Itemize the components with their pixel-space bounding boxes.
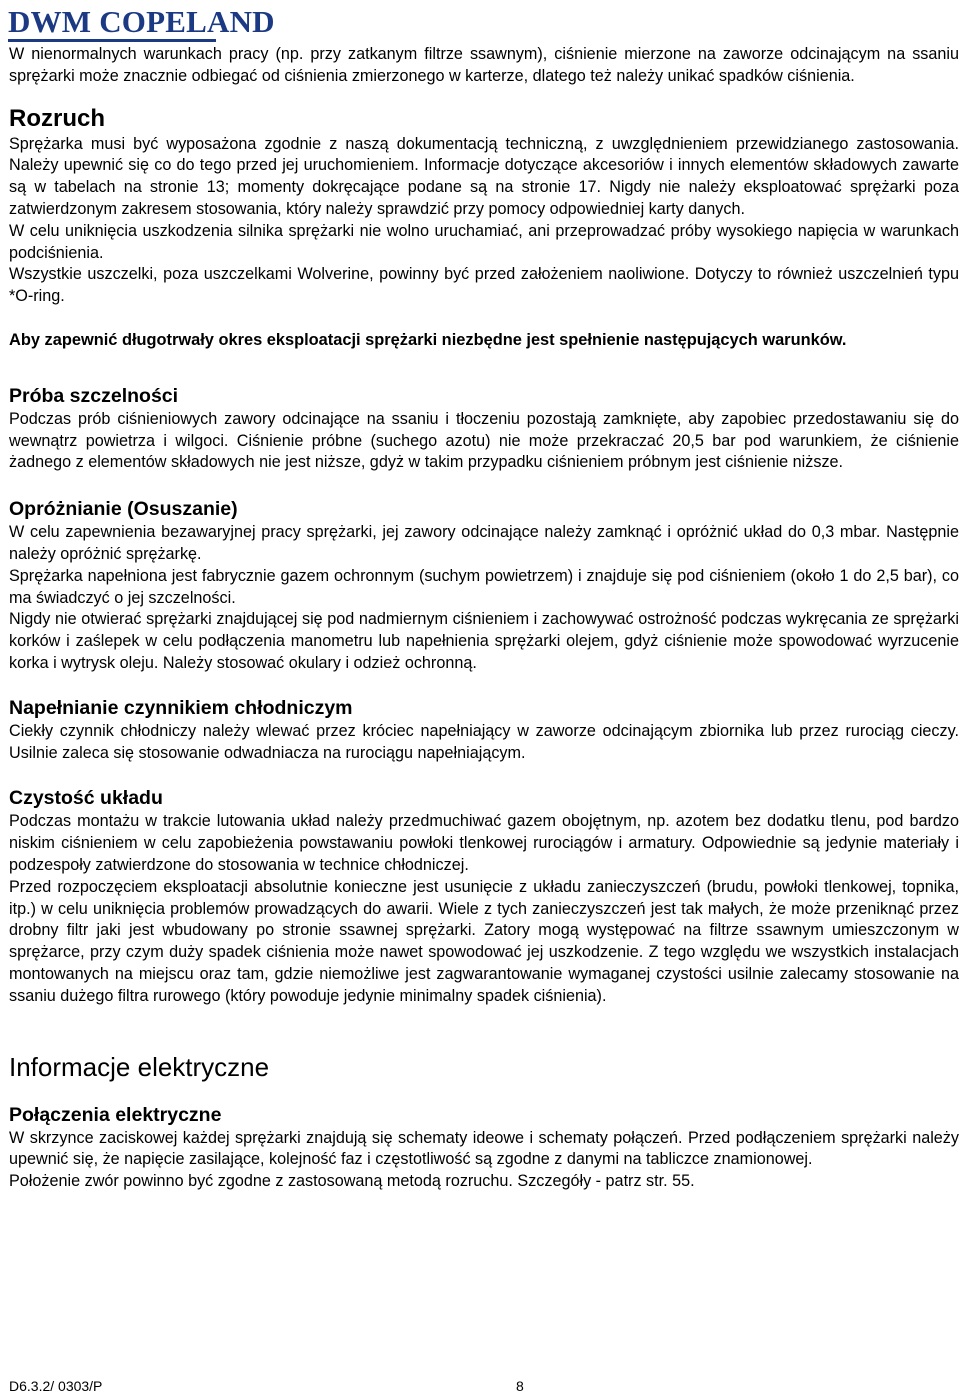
heading-rozruch: Rozruch	[9, 104, 105, 132]
czystosc-paragraph-1: Podczas montażu w trakcie lutowania układ należy przedmuchiwać gazem obojętnym, np. azotem bez dodatku tlenu, pod bardzo niskim ciśnieniem w celu zapobieżenia powstawaniu powłoki tlenkowej rurociągów i armatury. Odpowiednie są jedynie materiały i podzespoły zatwierdzone do stosowania w technice chłodniczej.	[9, 812, 959, 874]
logo-text: DWM COPELAND	[8, 4, 275, 39]
rozruch-paragraph-3: Wszystkie uszczelki, poza uszczelkami Wolverine, powinny być przed założeniem naoliwione. Dotyczy to również uszczelnień typu *O-ring.	[9, 265, 959, 306]
proba-paragraph: Podczas prób ciśnieniowych zawory odcinające na ssaniu i tłoczeniu pozostają zamknięte, aby zapobiec przedostawaniu się do wewnątrz powietrza i wilgoci. Ciśnienie próbne (suchego azotu) nie może przekraczać 20,5 bar pod warunkiem, że ciśnienie żadnego z elementów składowych nie jest niższe, gdyż w takim przypadku ciśnieniem próbnym jest ciśnienie niższe.	[9, 409, 959, 472]
oproznianie-paragraph-2: Sprężarka napełniona jest fabrycznie gazem ochronnym (suchym powietrzem) i znajduje się pod ciśnieniem (około 1 do 2,5 bar), co ma świadczyć o jej szczelności.	[9, 566, 959, 607]
rozruch-bold-note: Aby zapewnić długotrwały okres eksploatacji sprężarki niezbędne jest spełnienie następujących warunków.	[9, 330, 847, 349]
napelnianie-paragraph: Ciekły czynnik chłodniczy należy wlewać przez króciec napełniający w zaworze odcinającym zbiornika lub przez rurociąg cieczy. Usilnie zaleca się stosowanie odwadniacza na rurociągu napełniającym.	[9, 721, 959, 762]
logo-underline	[8, 39, 216, 42]
heading-proba-szczelnosci: Próba szczelności	[9, 384, 179, 407]
company-logo	[8, 2, 275, 44]
polaczenia-paragraph-2: Położenie zwór powinno być zgodne z zastosowaną metodą rozruchu. Szczegóły - patrz str. 55.	[9, 1172, 695, 1191]
footer-page-number: 8	[516, 1378, 524, 1394]
heading-informacje-elektryczne: Informacje elektryczne	[9, 1051, 270, 1082]
footer-document-code: D6.3.2/ 0303/P	[9, 1378, 103, 1394]
rozruch-paragraph-1: Sprężarka musi być wyposażona zgodnie z naszą dokumentacją techniczną, z uwzględnieniem przewidzianego zastosowania. Należy upewnić się co do tego przed jej uruchomieniem. Informacje dotyczące akcesoriów i innych elementów składowych zawarte są w tabelach na stronie 13; momenty dokręcające podane są na stronie 17. Nigdy nie należy eksploatować sprężarki poza zatwierdzonym zakresem stosowania, który należy sprawdzić przy pomocy odpowiedniej karty danych.	[9, 134, 959, 218]
document-body	[9, 44, 959, 1193]
heading-polaczenia-elektryczne: Połączenia elektryczne	[9, 1103, 222, 1126]
heading-czystosc-ukladu: Czystość układu	[9, 787, 163, 810]
oproznianie-paragraph-1: W celu zapewnienia bezawaryjnej pracy sprężarki, jej zawory odcinające należy zamknąć i opróżnić układ do 0,3 mbar. Następnie należy opróżnić sprężarkę.	[9, 523, 959, 563]
intro-paragraph: W nienormalnych warunkach pracy (np. przy zatkanym filtrze ssawnym), ciśnienie mierzone na zaworze odcinającym na ssaniu sprężarki może znacznie odbiegać od ciśnienia zmierzonego w karterze, dlatego też należy unikać spadków ciśnienia.	[9, 45, 959, 85]
czystosc-paragraph-2: Przed rozpoczęciem eksploatacji absolutnie konieczne jest usunięcie z układu zanieczyszczeń (brudu, powłoki tlenkowej, topnika, itp.) w celu uniknięcia problemów prowadzących do awarii. Wiele z tych zanieczyszczeń jest tak małych, że może przeniknąć przez drobny filtr jaki jest wbudowany po stronie ssawnej sprężarki. Zatory mogą występować na filtrze ssawnym umieszczonym w sprężarce, przy czym duży spadek ciśnienia może nawet spowodować jej uszkodzenie. Z tego względu we wszystkich instalacjach montowanych na miejscu oraz tam, gdzie niemożliwe jest zagwarantowanie wymaganej czystości usilnie zalecamy stosowanie na ssaniu dużego filtra rurowego (który powoduje jedynie minimalny spadek ciśnienia).	[9, 877, 959, 1005]
oproznianie-paragraph-3: Nigdy nie otwierać sprężarki znajdującej się pod nadmiernym ciśnieniem i zachowywać ostrożność podczas wykręcania ze sprężarki korków i zaślepek w celu podłączenia manometru lub napełnienia sprężarki olejem, gdyż ciśnienie może spowodować wyrzucenie korka i wytrysk oleju. Należy stosować okulary i odzież ochronną.	[9, 610, 959, 672]
rozruch-paragraph-2: W celu uniknięcia uszkodzenia silnika sprężarki nie wolno uruchamiać, ani przeprowadzać próby wysokiego napięcia w warunkach podciśnienia.	[9, 221, 959, 262]
heading-oproznianie: Opróżnianie (Osuszanie)	[9, 498, 238, 521]
heading-napelnianie: Napełnianie czynnikiem chłodniczym	[9, 696, 353, 719]
polaczenia-paragraph-1: W skrzynce zaciskowej każdej sprężarki znajdują się schematy ideowe i schematy połączeń. Przed podłączeniem sprężarki należy upewnić się, że napięcie zasilające, kolejność faz i częstotliwość są zgodne z danymi na tabliczce znamionowej.	[9, 1128, 959, 1169]
